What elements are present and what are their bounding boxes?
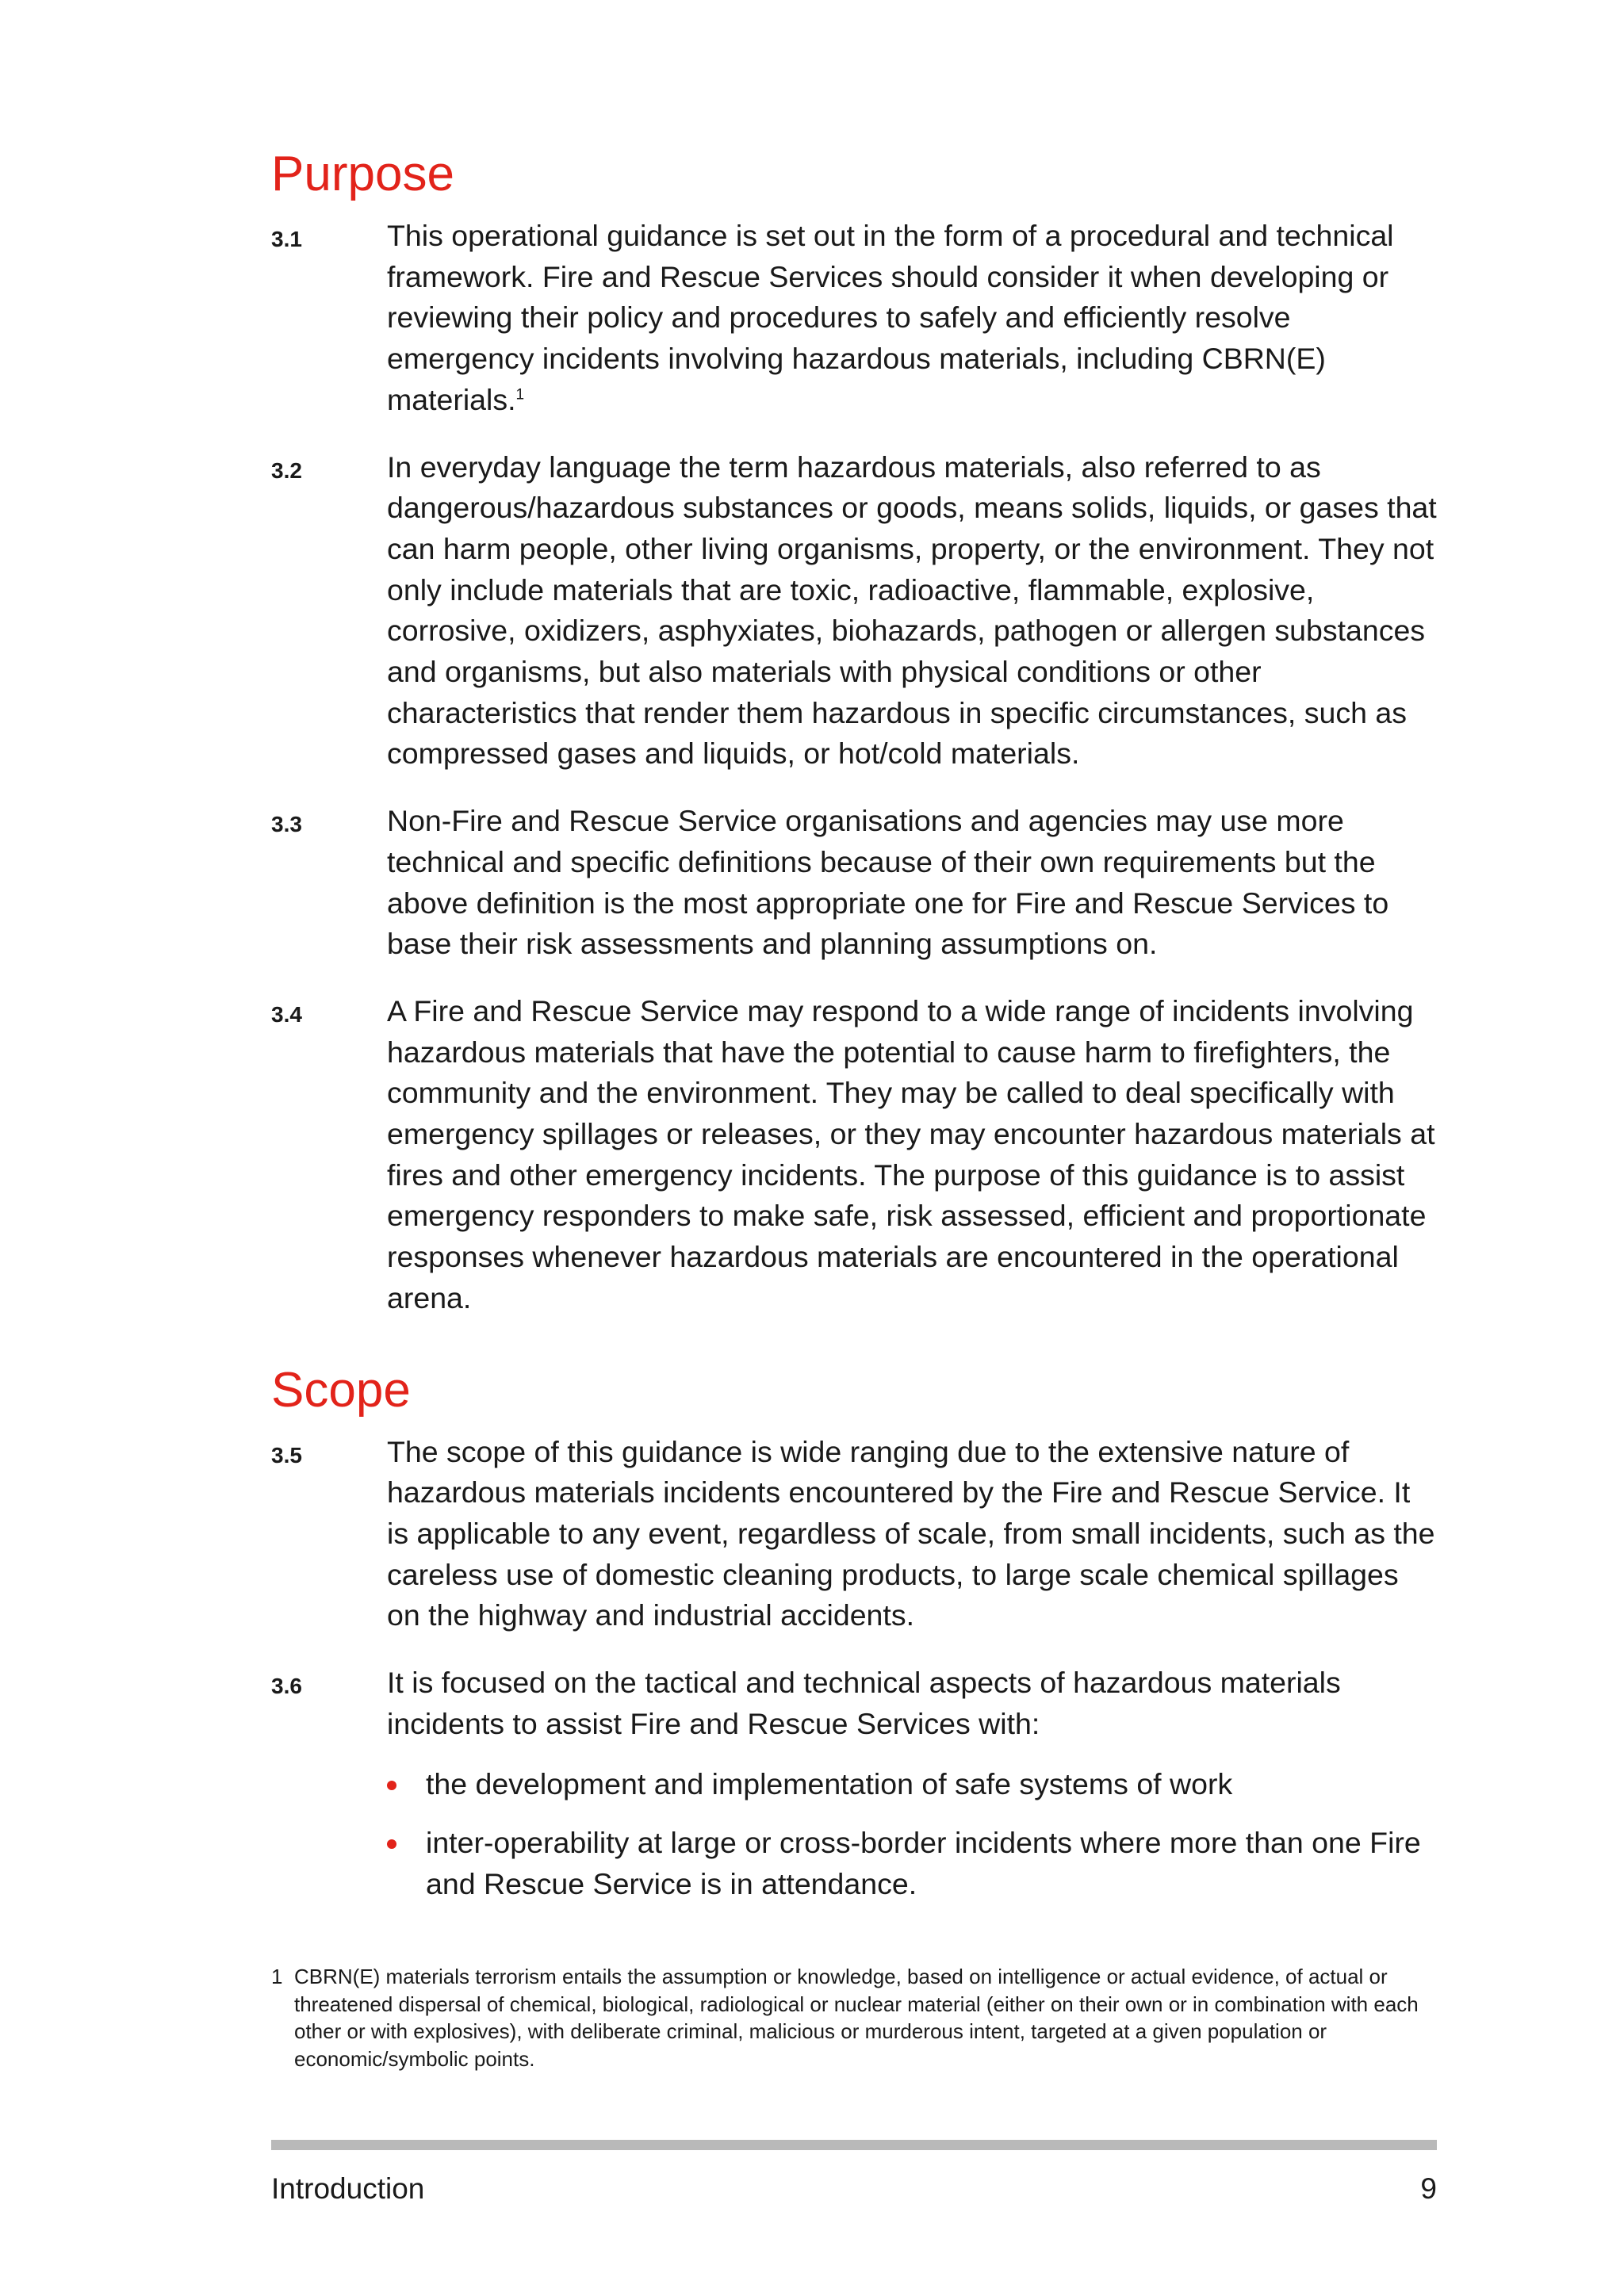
- paragraph-number: 3.1: [271, 227, 302, 251]
- paragraph-intro: It is focused on the tactical and technical aspects of hazardous materials incidents to assist Fire and Rescue Services with:: [387, 1666, 1341, 1740]
- bullet-item: inter-operability at large or cross-border incidents where more than one Fire and Rescue Service is in attendance.: [387, 1823, 1437, 1904]
- paragraph-3-5: [271, 1432, 1437, 1637]
- bullet-icon: [387, 1839, 396, 1849]
- paragraph-3-3: [271, 801, 1437, 965]
- paragraph-text: The scope of this guidance is wide ranging due to the extensive nature of hazardous materials incidents encountered by the Fire and Rescue Service. It is applicable to any event, regardless of scale, from small incidents, such as the careless use of domestic cleaning products, to large scale chemical spillages on the highway and industrial accidents.: [387, 1434, 1435, 1632]
- paragraph-number: 3.5: [271, 1442, 302, 1468]
- paragraph-number: 3.2: [271, 457, 302, 483]
- paragraph-text: A Fire and Rescue Service may respond to a wide range of incidents involving hazardous materials that have the potential to cause harm to firefighters, the community and the environment. They may be called to deal specifically with emergency spillages or releases, or they may encounter hazardous materials at fires and other emergency incidents. The purpose of this guidance is to assist emergency responders to make safe, risk assessed, efficient and proportionate responses whenever hazardous materials are encountered in the operational arena.: [387, 993, 1435, 1314]
- paragraph-number: 3.3: [271, 812, 302, 837]
- page-number: 9: [1420, 2172, 1437, 2205]
- bullet-icon: [387, 1781, 396, 1790]
- footnote-reference[interactable]: 1: [515, 386, 525, 404]
- paragraph-text: [387, 1663, 1437, 1905]
- bullet-item: the development and implementation of safe systems of work: [387, 1764, 1437, 1805]
- section-title-scope: Scope: [271, 1362, 411, 1418]
- footnote-text: CBRN(E) materials terrorism entails the assumption or knowledge, based on intelligence or actual evidence, of actual or threatened dispersal of chemical, biological, radiological or nuclear material (either on their own or in combination with each other or with explosives), with deliberate criminal, malicious or murderous intent, targeted at a given population or economic/symbolic points.: [294, 1965, 1419, 2071]
- paragraph-3-4: [271, 991, 1437, 1319]
- bullet-list: [387, 1764, 1437, 1905]
- paragraph-text: This operational guidance is set out in the form of a procedural and technical framework. Fire and Rescue Services should consider it when developing or reviewing their policy and procedures to safely and efficiently resolve emergency incidents involving hazardous materials, including CBRN(E) materials.$^1$: [387, 219, 1394, 416]
- footnote: [271, 1963, 1437, 2072]
- paragraph-number: 3.6: [271, 1674, 302, 1699]
- paragraph-3-1: [271, 216, 1437, 421]
- paragraph-number: 3.4: [271, 1001, 302, 1027]
- footer-divider: [271, 2140, 1437, 2150]
- paragraph-3-2: [271, 447, 1437, 775]
- paragraph-3-6: [271, 1663, 1437, 1905]
- paragraph-text: Non-Fire and Rescue Service organisations and agencies may use more technical and specific definitions because of their own requirements but the above definition is the most appropriate one for Fire and Rescue Services to base their risk assessments and planning assumptions on.: [387, 804, 1389, 961]
- footer-section-name: Introduction: [271, 2172, 425, 2205]
- page-content: [271, 143, 1437, 1905]
- footnote-number: 1: [271, 1965, 283, 1988]
- section-title-purpose: Purpose: [271, 147, 454, 201]
- page-footer: [271, 2172, 1437, 2206]
- paragraph-text: In everyday language the term hazardous materials, also referred to as dangerous/hazardous substances or goods, means solids, liquids, or gases that can harm people, other living organisms, property, or the environment. They not only include materials that are toxic, radioactive, flammable, explosive, corrosive, oxidizers, asphyxiates, biohazards, pathogen or allergen substances and organisms, but also materials with physical conditions or other characteristics that render them hazardous in specific circumstances, such as compressed gases and liquids, or hot/cold materials.: [387, 450, 1437, 771]
